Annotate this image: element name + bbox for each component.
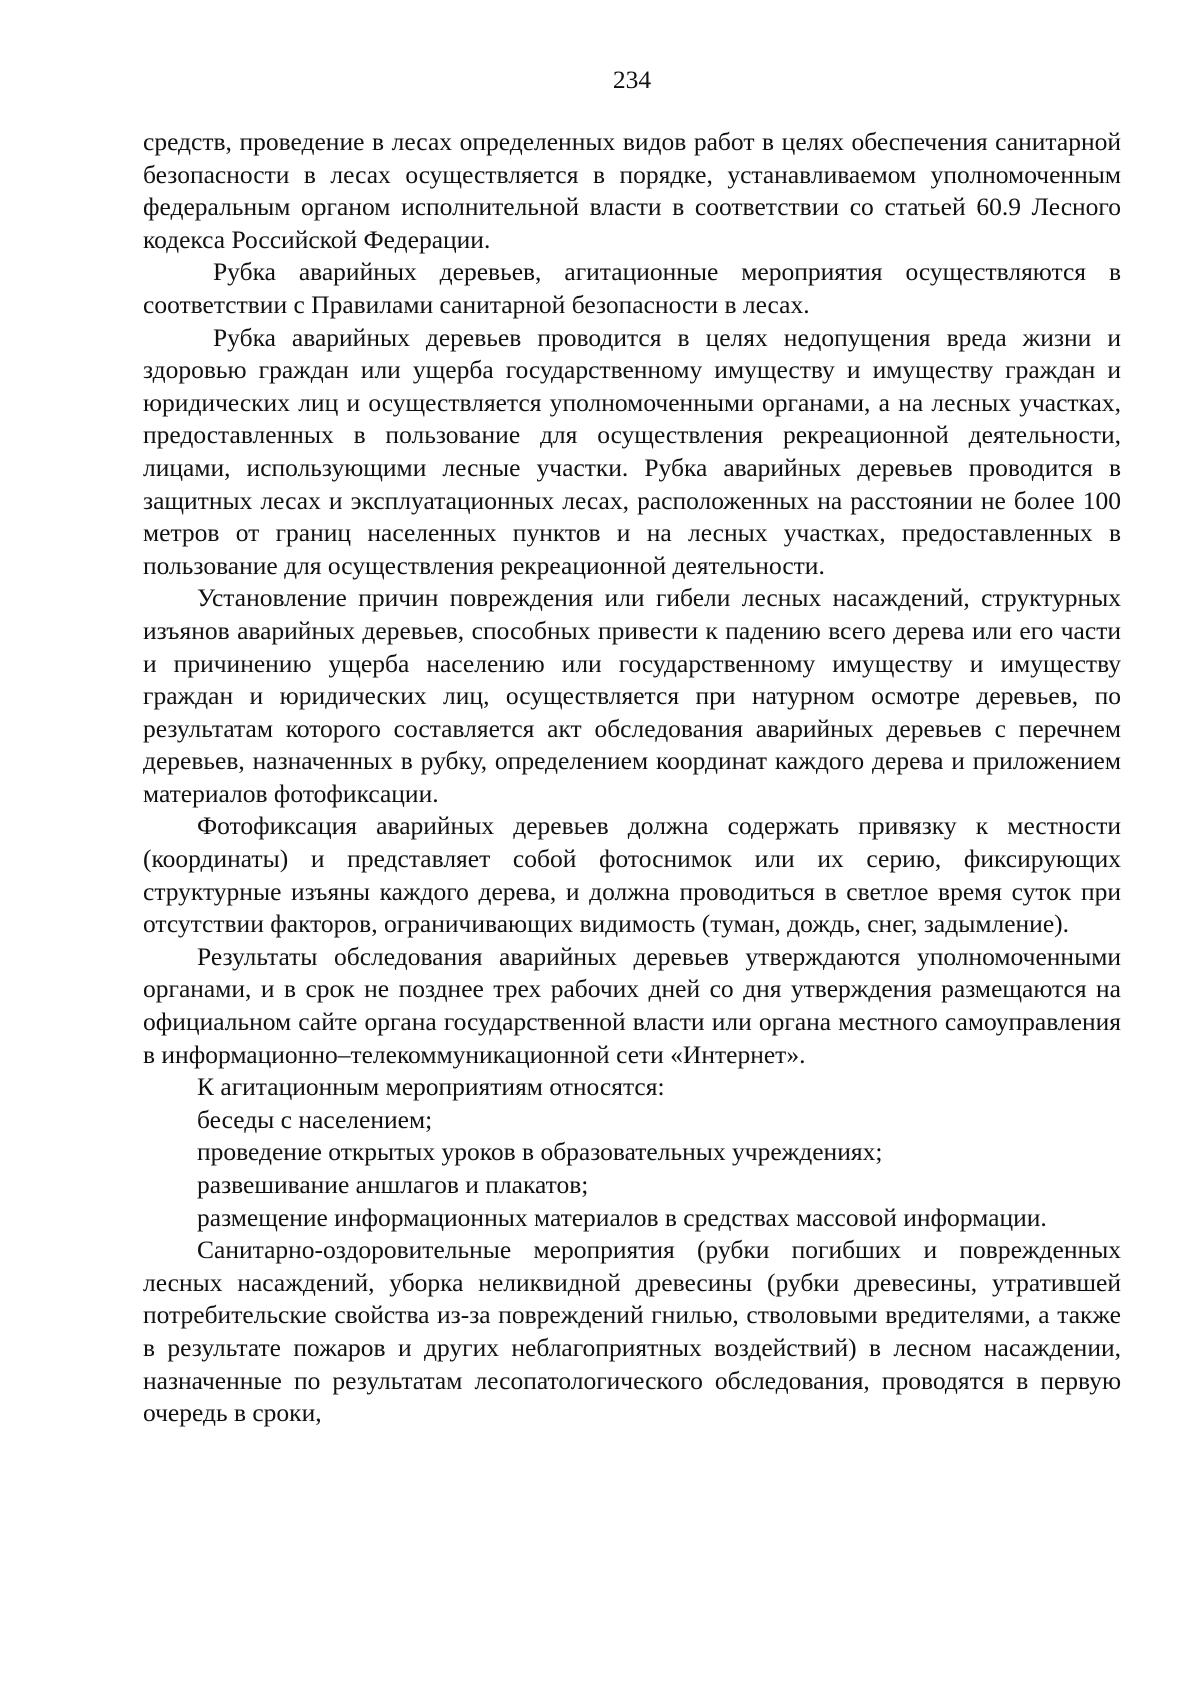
paragraph-continuation: средств, проведение в лесах определенных видов работ в целях обеспечения санитарной безопасности в лесах осуществляется в порядке, устанавливаемом уполномоченным федеральным органом исполнительной власти в соответствии со статьей 60.9 Лесного кодекса Российской Федерации. bbox=[143, 127, 1121, 254]
paragraph-sanitary-measures: Санитарно-оздоровительные мероприятия (рубки погибших и поврежденных лесных насаждений, уборка неликвидной древесины (рубки древесины, утратившей потребительские свойства из-за повреждений гнилью, стволовыми вредителями, а также в результате пожаров и других неблагоприятных воздействий) в лесном насаждении, назначенные по результатам лесопатологического обследования, проводятся в первую очередь в сроки, bbox=[143, 1235, 1121, 1428]
paragraph-felling-agitation: Рубка аварийных деревьев, агитационные мероприятия осуществляются в соответствии с Правилами санитарной безопасности в лесах. bbox=[143, 257, 1121, 319]
paragraph-felling-purpose: Рубка аварийных деревьев проводится в целях недопущения вреда жизни и здоровью граждан или ущерба государственному имуществу и имуществу граждан и юридических лиц и осуществляется уполномоченными органами, а на лесных участках, предоставленных в пользование для осуществления рекреационной деятельности, лицами, использующими лесные участки. Рубка аварийных деревьев проводится в защитных лесах и эксплуатационных лесах, расположенных на расстоянии не более 100 метров от границ населенных пунктов и на лесных участках, предоставленных в пользование для осуществления рекреационной деятельности. bbox=[143, 322, 1121, 580]
paragraph-photofixation: Фотофиксация аварийных деревьев должна содержать привязку к местности (координаты) и представляет собой фотоснимок или их серию, фиксирующих структурные изъяны каждого дерева, и должна проводиться в светлое время суток при отсутствии факторов, ограничивающих видимость (туман, дождь, снег, задымление). bbox=[143, 811, 1121, 939]
list-item: беседы с населением; bbox=[197, 1104, 433, 1134]
list-item: размещение информационных материалов в средствах массовой информации. bbox=[197, 1202, 1047, 1232]
list-item: развешивание аншлагов и плакатов; bbox=[197, 1170, 589, 1199]
list-item: проведение открытых уроков в образовательных учреждениях; bbox=[197, 1137, 883, 1167]
page-number: 234 bbox=[612, 65, 652, 94]
paragraph-damage-causes: Установление причин повреждения или гибели лесных насаждений, структурных изъянов аварийных деревьев, способных привести к падению всего дерева или его части и причинению ущерба населению или государственному имуществу и имуществу граждан и юридических лиц, осуществляется при натурном осмотре деревьев, по результатам которого составляется акт обследования аварийных деревьев с перечнем деревьев, назначенных в рубку, определением координат каждого дерева и приложением материалов фотофиксации. bbox=[143, 583, 1121, 808]
paragraph-agitation-intro: К агитационным мероприятиям относятся: bbox=[197, 1072, 665, 1102]
paragraph-survey-results: Результаты обследования аварийных деревьев утверждаются уполномоченными органами, и в срок не позднее трех рабочих дней со дня утверждения размещаются на официальном сайте органа государственной власти или органа местного самоуправления в информационно–телекоммуникационной сети «Интернет». bbox=[143, 941, 1121, 1069]
